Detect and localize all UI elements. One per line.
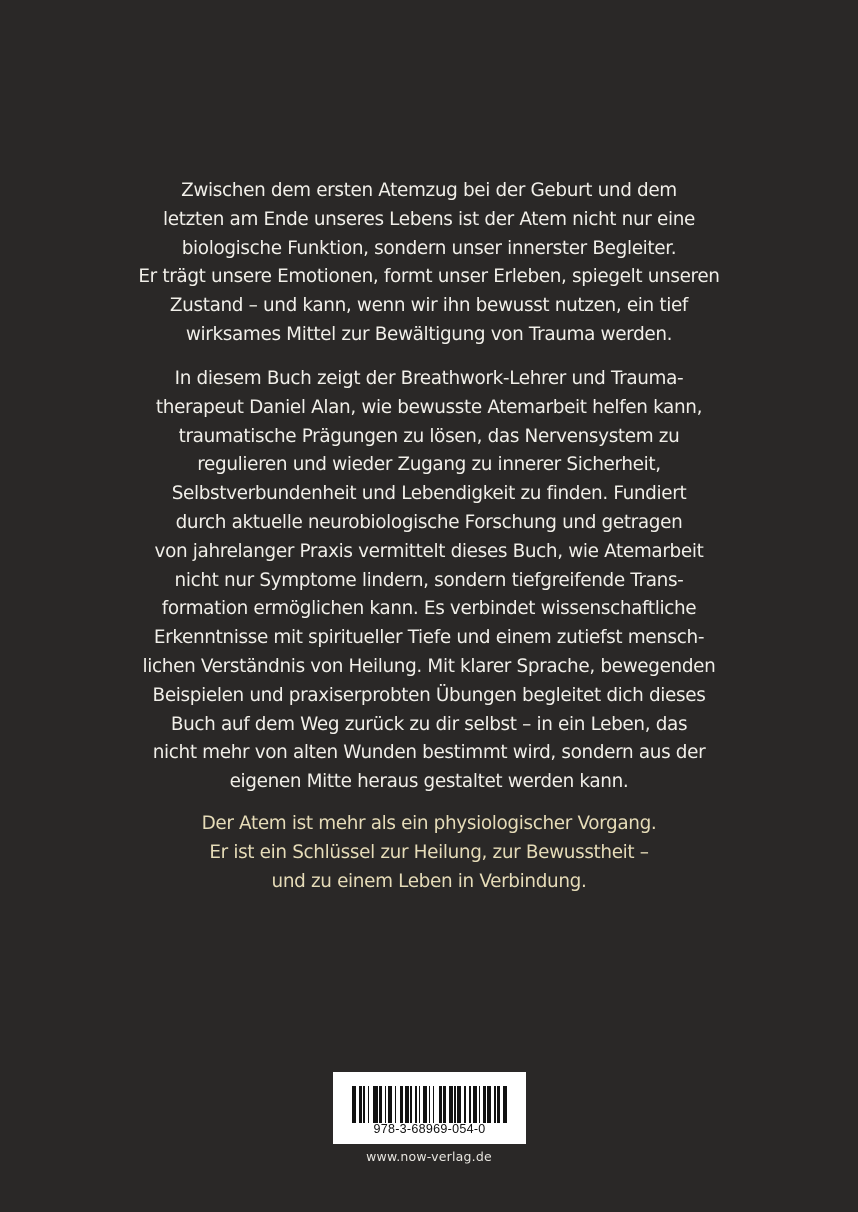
text-line: regulieren und wieder Zugang zu innerer Sicherheit, — [197, 454, 661, 476]
blurb-paragraph-1 — [0, 177, 858, 350]
text-line: Beispielen und praxiserprobten Übungen begleitet dich dieses — [152, 684, 706, 706]
blurb-paragraph-2 — [0, 365, 858, 797]
text-line: Zwischen dem ersten Atemzug bei der Geburt und dem — [181, 180, 677, 201]
text-line: nicht mehr von alten Wunden bestimmt wird, sondern aus der — [152, 742, 706, 764]
text-line: Zustand – und kann, wenn wir ihn bewusst nutzen, ein tief — [169, 295, 689, 317]
text-line: therapeut Daniel Alan, wie bewusste Atemarbeit helfen kann, — [155, 396, 703, 418]
text-line: durch aktuelle neurobiologische Forschung und getragen — [175, 511, 683, 533]
quote-line: und zu einem Leben in Verbindung. — [271, 870, 587, 892]
text-line: formation ermöglichen kann. Es verbindet wissenschaftliche — [161, 598, 697, 620]
text-line: In diesem Buch zeigt der Breathwork-Lehrer und Trauma- — [174, 368, 684, 389]
text-line: nicht nur Symptome lindern, sondern tiefgreifende Trans- — [174, 569, 684, 591]
text-line: biologische Funktion, sondern unser innerster Begleiter. — [181, 237, 677, 259]
isbn-number: 978-3-68969-054-0 — [373, 1122, 486, 1136]
text-line: Selbstverbundenheit und Lebendigkeit zu finden. Fundiert — [171, 483, 687, 505]
isbn-barcode — [333, 1072, 526, 1144]
text-line: Er trägt unsere Emotionen, formt unser Erleben, spiegelt unseren — [138, 266, 720, 288]
barcode-bars — [352, 1086, 507, 1123]
text-line: Erkenntnisse mit spiritueller Tiefe und einem zutiefst mensch- — [153, 627, 705, 649]
text-line: letzten am Ende unseres Lebens ist der Atem nicht nur eine — [163, 208, 695, 230]
text-line: von jahrelanger Praxis vermittelt dieses Buch, wie Atemarbeit — [154, 540, 704, 562]
text-line: Buch auf dem Weg zurück zu dir selbst – in ein Leben, das — [170, 713, 688, 735]
publisher-url: www.now-verlag.de — [366, 1149, 492, 1164]
text-line: traumatische Prägungen zu lösen, das Nervensystem zu — [178, 425, 680, 447]
text-line: lichen Verständnis von Heilung. Mit klarer Sprache, bewegenden — [142, 655, 716, 677]
text-line: eigenen Mitte heraus gestaltet werden kann. — [229, 771, 629, 793]
text-line: wirksames Mittel zur Bewältigung von Trauma werden. — [185, 323, 673, 345]
quote-line: Er ist ein Schlüssel zur Heilung, zur Bewusstheit – — [209, 841, 649, 863]
highlight-quote — [0, 810, 858, 896]
quote-line: Der Atem ist mehr als ein physiologischer Vorgang. — [201, 813, 657, 834]
